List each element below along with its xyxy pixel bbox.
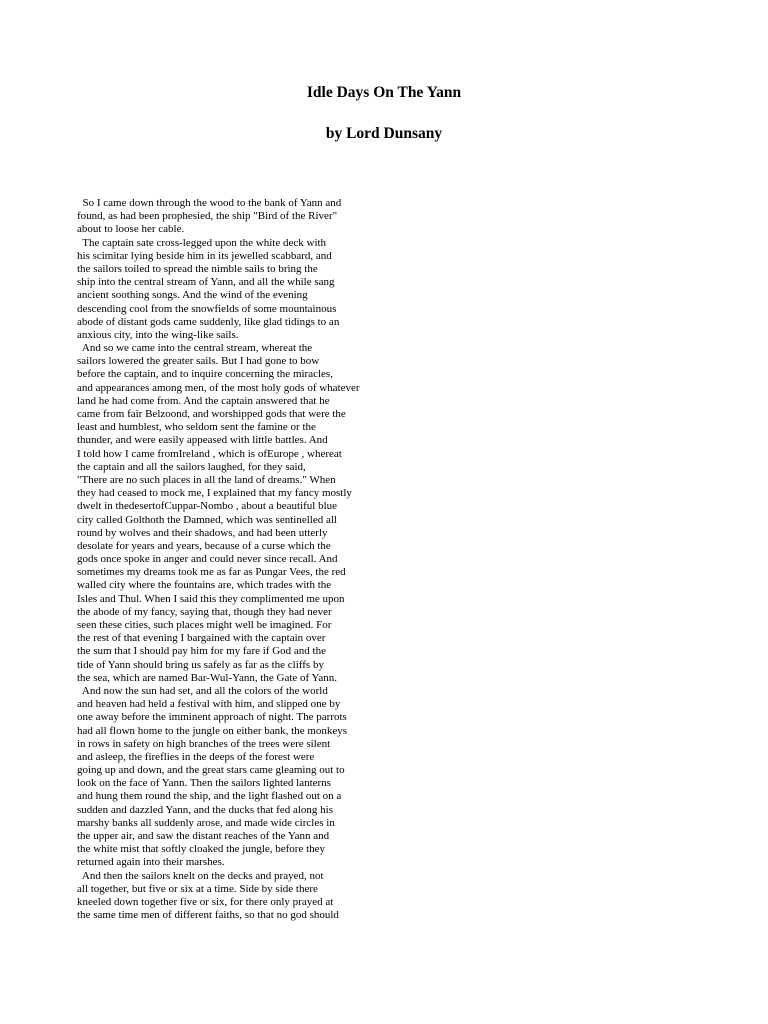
text-line: the white mist that softly cloaked the jungle, before they <box>77 843 326 856</box>
text-line: and appearances among men, of the most holy gods of whatever <box>77 381 360 394</box>
text-line: city called Golthoth the Damned, which was sentinelled all <box>77 513 337 526</box>
text-line: all together, but five or six at a time. Side by side there <box>77 882 318 895</box>
text-line: desolate for years and years, because of a curse which the <box>77 539 331 552</box>
text-line: Isles and Thul. When I said this they complimented me upon <box>77 592 345 605</box>
text-line: descending cool from the snowfields of some mountainous <box>77 302 337 315</box>
text-line: seen these cities, such places might well be imagined. For <box>77 619 332 631</box>
text-line: the rest of that evening I bargained with the captain over <box>77 632 326 645</box>
text-line: gods once spoke in anger and could never since recall. And <box>77 553 338 566</box>
text-line: and heaven had held a festival with him, and slipped one by <box>77 698 341 711</box>
text-line: thunder, and were easily appeased with little battles. And <box>77 434 328 447</box>
text-line: and asleep, the fireflies in the deeps of the forest were <box>77 750 315 763</box>
text-line: the captain and all the sailors laughed, for they said, <box>77 460 306 473</box>
text-line: the same time men of different faiths, so that no god should <box>77 909 339 922</box>
text-line: sometimes my dreams took me as far as Pungar Vees, the red <box>77 566 346 579</box>
text-line: the upper air, and saw the distant reaches of the Yann and <box>77 830 330 842</box>
text-line: came from fair Belzoond, and worshipped gods that were the <box>77 408 346 420</box>
text-line: and hung them round the ship, and the light flashed out on a <box>77 790 342 803</box>
text-line: found, as had been prophesied, the ship "Bird of the River" <box>77 210 338 223</box>
text-line: land he had come from. And the captain answered that he <box>77 394 330 407</box>
text-line: sudden and dazzled Yann, and the ducks that fed along his <box>77 803 333 816</box>
text-line: abode of distant gods came suddenly, like glad tidings to an <box>77 315 340 328</box>
text-line: The captain sate cross-legged upon the white deck with <box>77 236 327 249</box>
text-line: dwelt in thedesertofCuppar-Nombo , about a beautiful blue <box>77 500 338 513</box>
text-line: the abode of my fancy, saying that, though they had never <box>77 605 332 618</box>
text-line: And then the sailors knelt on the decks and prayed, not <box>77 869 324 882</box>
text-line: tide of Yann should bring us safely as far as the cliffs by <box>77 658 324 671</box>
text-line: about to loose her cable. <box>77 223 185 236</box>
text-line: the sailors toiled to spread the nimble sails to bring the <box>77 262 318 275</box>
body-text <box>77 197 757 922</box>
text-line: ancient soothing songs. And the wind of the evening <box>77 289 308 302</box>
text-line: look on the face of Yann. Then the sailors lighted lanterns <box>77 777 331 790</box>
text-line: And so we came into the central stream, whereat the <box>77 342 313 355</box>
text-line: they had ceased to mock me, I explained that my fancy mostly <box>77 487 352 500</box>
text-line: his scimitar lying beside him in its jewelled scabbard, and <box>77 249 332 262</box>
text-line: least and humblest, who seldom sent the famine or the <box>77 421 316 434</box>
text-line: had all flown home to the jungle on either bank, the monkeys <box>77 724 348 737</box>
text-line: I told how I came fromIreland , which is ofEurope , whereat <box>77 447 342 460</box>
text-line: before the captain, and to inquire concerning the miracles, <box>77 368 333 381</box>
text-line: one away before the imminent approach of night. The parrots <box>77 711 347 724</box>
text-line: returned again into their marshes. <box>77 856 225 869</box>
text-line: "There are no such places in all the land of dreams." When <box>77 473 336 486</box>
document-author: by Lord Dunsany <box>325 125 443 142</box>
text-line: So I came down through the wood to the bank of Yann and <box>77 197 342 209</box>
text-line: marshy banks all suddenly arose, and made wide circles in <box>77 816 335 829</box>
text-line: going up and down, and the great stars came gleaming out to <box>77 764 345 777</box>
text-line: ship into the central stream of Yann, and all the while sang <box>77 276 335 289</box>
text-line: the sea, which are named Bar-Wul-Yann, the Gate of Yann. <box>77 671 338 684</box>
text-line: kneeled down together five or six, for there only prayed at <box>77 895 334 908</box>
text-line: anxious city, into the wing-like sails. <box>77 328 239 341</box>
document-title: Idle Days On The Yann <box>306 84 462 101</box>
text-line: the sum that I should pay him for my fare if God and the <box>77 645 326 658</box>
text-line: And now the sun had set, and all the colors of the world <box>77 684 328 697</box>
text-line: round by wolves and their shadows, and had been utterly <box>77 526 328 539</box>
text-line: walled city where the fountains are, which trades with the <box>77 579 332 592</box>
text-line: in rows in safety on high branches of the trees were silent <box>77 737 331 750</box>
text-line: sailors lowered the greater sails. But I had gone to bow <box>77 355 320 368</box>
